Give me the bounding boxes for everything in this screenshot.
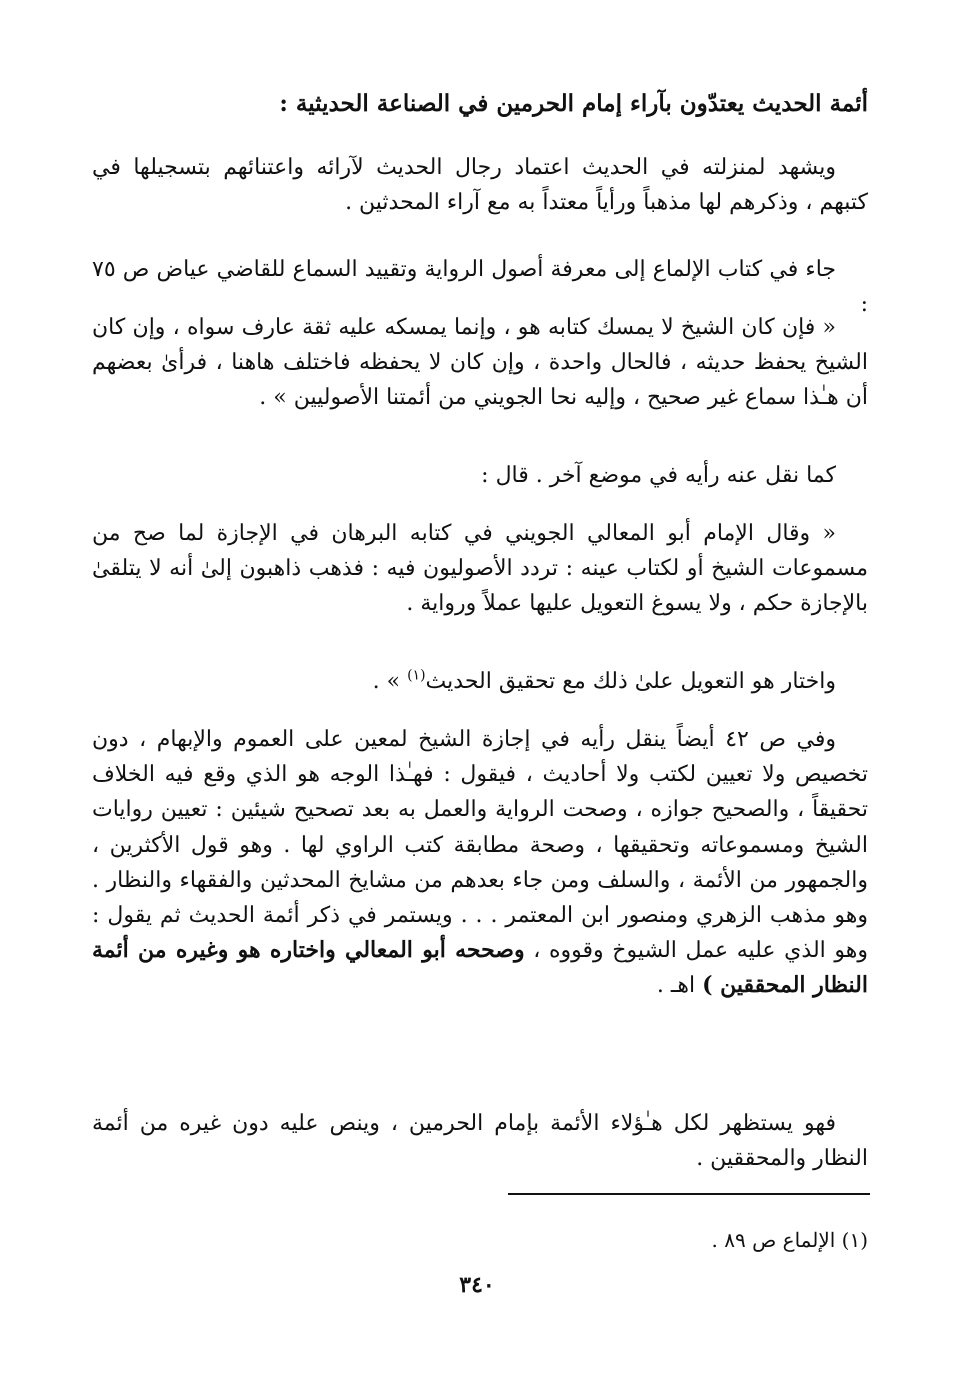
- footnote-reference[interactable]: (١): [407, 667, 426, 684]
- paragraph-7-end: اهـ .: [656, 973, 703, 999]
- paragraph-4-text: كما نقل عنه رأيه في موضع آخر . قال :: [481, 463, 836, 488]
- quote-paragraph-2-text: « وقال الإمام أبو المعالي الجويني في كتابه البرهان في الإجازة لما صح من مسموعات الشيخ أو لكتاب عينه : تردد الأصوليون فيه : فذهب ذاهبون إلىٰ أنه لا يتلقىٰ بالإجازة حكم ، ولا يسوغ التعويل عليها عملاً ورواية .: [92, 521, 868, 617]
- paragraph-6-end: » .: [372, 669, 408, 694]
- quote-paragraph-1: [92, 310, 868, 416]
- page-number: ٣٤٠: [459, 1272, 495, 1298]
- paragraph-4: [92, 458, 868, 493]
- footnote-divider: [508, 1193, 870, 1195]
- paragraph-6: [92, 664, 868, 699]
- paragraph-8-text: فهو يستظهر لكل هـٰؤلاء الأئمة بإمام الحرمين ، وينص عليه دون غيره من أئمة النظار والمحققين .: [92, 1111, 868, 1172]
- paragraph-7-text: وفي ص ٤٢ أيضاً ينقل رأيه في إجازة الشيخ لمعين على العموم والإبهام ، دون تخصيص ولا تعيين لكتب ولا أحاديث ، فيقول : فهـٰذا الوجه هو الذي وقع فيه الخلاف تحقيقاً ، والصحيح جوازه ، وصحت الرواية والعمل به بعد تصحيح شيئين : تعيين روايات الشيخ ومسموعاته وتحقيقها ، وصحة مطابقة كتب الراوي لها . وهو قول الأكثرين ، والجمهور من الأئمة ، والسلف ومن جاء بعدهم من مشايخ المحدثين والفقهاء والنظار . وهو مذهب الزهري ومنصور ابن المعتمر . . . ويستمر في ذكر أئمة الحديث ثم يقول : وهو الذي عليه عمل الشيوخ وقووه ،: [92, 727, 868, 964]
- footnote: (١) الإلماع ص ٨٩ .: [711, 1228, 868, 1252]
- paragraph-2-text: جاء في كتاب الإلماع إلى معرفة أصول الرواية وتقييد السماع للقاضي عياض ص ٧٥ :: [92, 257, 868, 318]
- paragraph-6-text: واختار هو التعويل علىٰ ذلك مع تحقيق الحديث: [425, 669, 836, 694]
- paragraph-7-bold-text: وصححه أبو المعالي واختاره هو وغيره من أئمة النظار المحققين ): [92, 937, 868, 999]
- section-heading: أئمة الحديث يعتدّون بآراء إمام الحرمين في الصناعة الحديثية :: [279, 90, 868, 117]
- paragraph-1: [92, 150, 868, 220]
- paragraph-1-text: ويشهد لمنزلته في الحديث اعتماد رجال الحديث لآرائه واعتنائهم بتسجيلها في كتبهم ، وذكرهم لها مذهباً ورأياً معتداً به مع آراء المحدثين .: [92, 155, 868, 216]
- paragraph-8: [92, 1106, 868, 1176]
- paragraph-7: [92, 722, 868, 1004]
- quote-paragraph-1-text: « فإن كان الشيخ لا يمسك كتابه هو ، وإنما يمسكه عليه ثقة عارف سواه ، وإن كان الشيخ يحفظ حديثه ، فالحال واحدة ، وإن كان لا يحفظه فاختلف هاهنا ، فرأىٰ بعضهم أن هـٰذا سماع غير صحيح ، وإليه نحا الجويني من أئمتنا الأصوليين » .: [92, 315, 868, 411]
- quote-paragraph-2: [92, 516, 868, 622]
